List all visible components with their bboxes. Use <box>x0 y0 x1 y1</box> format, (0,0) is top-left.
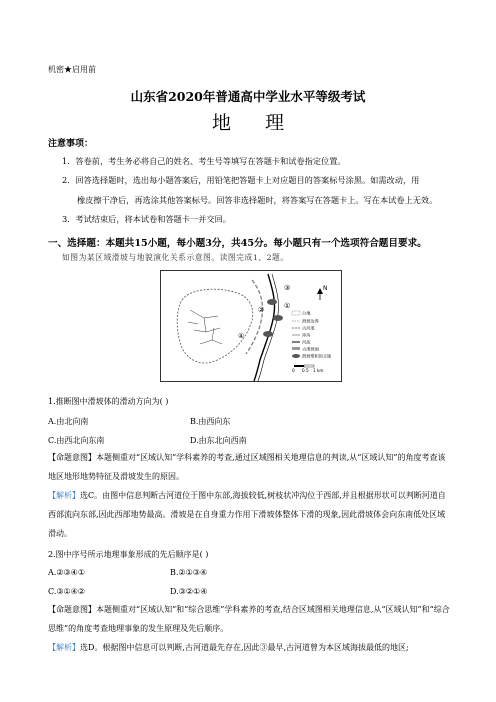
section-intro: 如图为某区域滑坡与地貌演化关系示意图。读图完成1、2题。 <box>62 253 289 262</box>
q1-analysis <box>48 486 452 543</box>
deposit-hill-2 <box>273 315 283 321</box>
legend-item-6: 古滑坡面 <box>302 346 319 352</box>
notice-item-2: 2．回答选择题时，选出每小题答案后，用铅笔把答题卡上对应题目的答案标号涂黑。如需改动，用 <box>62 175 420 185</box>
confidential-mark: 机密★启用前 <box>48 65 96 74</box>
q2-analysis <box>48 638 452 657</box>
q1-option-c: C.由西北向东南 <box>48 436 105 445</box>
q1-analysis-text: 选C。由图中信息判断古河道位于图中东部,海拔较低,树枝状冲沟位于西部,并且根据形状可以判断河道自西部流向东部,因此西部地势最高。滑坡是在自身重力作用下滑坡体整体下滑的现象,因此滑坡体会向东南低处区域滑动。 <box>48 491 446 538</box>
scale-1km: 1 km <box>313 368 324 373</box>
q2-intent <box>48 600 452 638</box>
notice-item-3: 3．考试结束后，将本试卷和答题卡一并交回。 <box>62 214 231 224</box>
exam-title: 山东省2020年普通高中学业水平等级考试 <box>130 89 366 104</box>
label-1: ③ <box>284 284 291 292</box>
scale-half: 0.5 <box>302 368 309 373</box>
legend-item-1: 台地 <box>302 310 311 316</box>
q2-stem: 2.图中序号所示地理事象形成的先后顺序是( ) <box>48 550 209 559</box>
q1-intent <box>48 448 452 486</box>
legend-item-3: 古河道 <box>302 325 315 331</box>
section-heading: 一、选择题：本题共15小题，每小题3分，共45分。每小题只有一个选项符合题目要求。 <box>48 238 427 249</box>
q1-stem: 1.推断图中滑坡体的滑动方向为( ) <box>48 397 169 406</box>
q2-option-a: A.②③④① <box>48 568 86 577</box>
legend-item-4: 冲沟 <box>302 332 311 338</box>
deposit-hill-3 <box>263 331 273 337</box>
north-label: N <box>323 285 328 292</box>
landslide-map-figure <box>160 270 342 382</box>
q1-option-d: D.由东北向西南 <box>190 436 247 445</box>
q2-analysis-text: 选D。根据图中信息可以判断,古河道最先存在,因此③最早,古河道曾为本区域海拔最低的地区; <box>80 643 409 652</box>
notice-item-1: 1．答卷前，考生务必将自己的姓名、考生号等填写在答题卡和试卷指定位置。 <box>62 156 346 166</box>
q2-intent-label: 【命题意图】 <box>48 605 96 614</box>
scale-0: 0 <box>292 368 295 373</box>
legend-item-7: 滑坡堆积的丘陵 <box>302 353 332 359</box>
notice-heading: 注意事项： <box>48 139 94 149</box>
label-3: ① <box>284 302 291 310</box>
q2-analysis-label: 【解析】 <box>48 643 80 652</box>
q2-option-b: B.②①③④ <box>170 568 208 577</box>
q1-analysis-label: 【解析】 <box>48 491 80 500</box>
q2-option-c: C.③①④② <box>48 587 86 596</box>
q2-option-d: D.③②①④ <box>170 587 208 596</box>
q1-intent-label: 【命题意图】 <box>48 453 96 462</box>
q1-option-a: A.由北向南 <box>48 417 89 426</box>
deposit-hill-1 <box>267 299 277 305</box>
q1-intent-text: 本题侧重对“区域认知”学科素养的考查,通过区域图相关地理信息的判读,从“区域认知”的角度考查该地区地形地势特征及滑坡发生的原因。 <box>48 453 446 481</box>
label-2: ② <box>258 306 265 314</box>
legend-item-2: 滑坡边界 <box>302 318 319 324</box>
label-4: ④ <box>238 332 245 340</box>
legend-item-5: 河流 <box>302 339 311 345</box>
subject-title: 地 理 <box>211 112 299 134</box>
notice-item-2-cont: 橡皮擦干净后，再选涂其他答案标号。回答非选择题时，将答案写在答题卡上。写在本试卷上无效。 <box>77 195 438 205</box>
q2-intent-text: 本题侧重对“区域认知”和“综合思维”学科素养的考查,结合区域图相关地理信息,从“区域认知”和“综合思维”的角度考查地理事象的发生原理及先后顺序。 <box>48 605 450 633</box>
q1-option-b: B.由西向东 <box>190 417 231 426</box>
